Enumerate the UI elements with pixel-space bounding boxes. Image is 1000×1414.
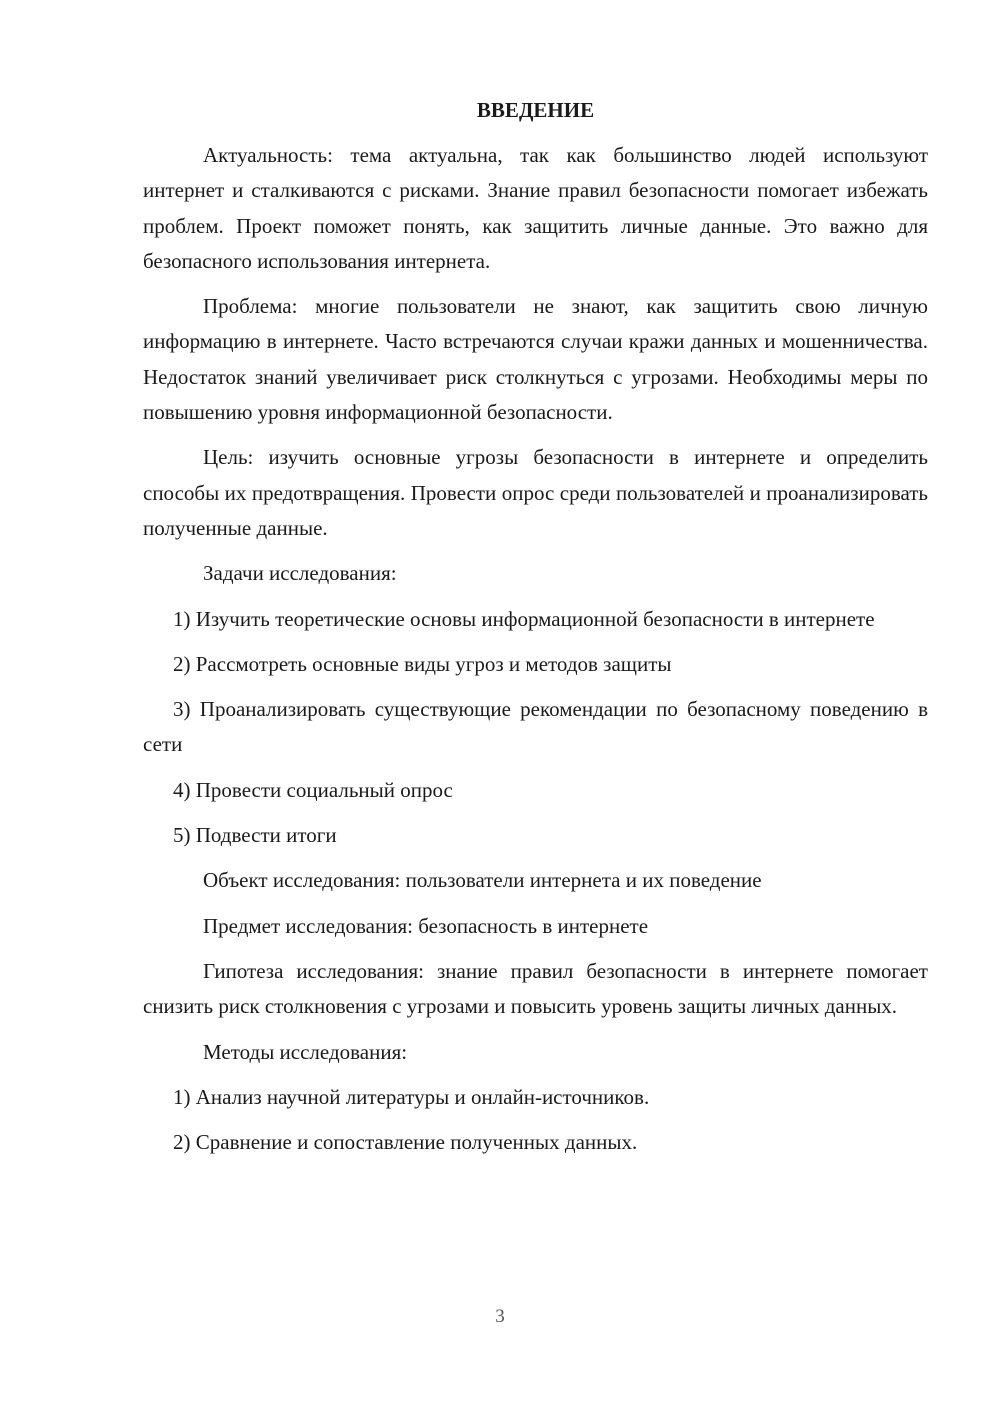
- task-item: 1) Изучить теоретические основы информационной безопасности в интернете: [173, 606, 875, 631]
- object-paragraph: Объект исследования: пользователи интернета и их поведение: [203, 868, 762, 893]
- page-content: [143, 93, 928, 1170]
- goal-paragraph: Цель: изучить основные угрозы безопасности в интернете и определить способы их предотвращения. Провести опрос среди пользователей и проанализировать полученные данные.: [143, 445, 928, 540]
- section-title: ВВЕДЕНИЕ: [476, 98, 595, 122]
- problem-paragraph: Проблема: многие пользователи не знают, как защитить свою личную информацию в интернете. Часто встречаются случаи кражи данных и мошенничества. Недостаток знаний увеличивает риск столкнуться с угрозами. Необходимы меры по повышению уровня информационной безопасности.: [143, 294, 928, 425]
- method-item: 2) Сравнение и сопоставление полученных данных.: [173, 1130, 638, 1155]
- task-item: 5) Подвести итоги: [173, 823, 337, 848]
- methods-heading: Методы исследования:: [203, 1039, 408, 1064]
- subject-paragraph: Предмет исследования: безопасность в интернете: [203, 913, 649, 938]
- method-item: 1) Анализ научной литературы и онлайн-источников.: [173, 1084, 650, 1109]
- hypothesis-paragraph: Гипотеза исследования: знание правил безопасности в интернете помогает снизить риск столкновения с угрозами и повысить уровень защиты личных данных.: [143, 958, 928, 1019]
- relevance-paragraph: Актуальность: тема актуальна, так как большинство людей используют интернет и сталкиваются с рисками. Знание правил безопасности помогает избежать проблем. Проект поможет понять, как защитить личные данные. Это важно для безопасного использования интернета.: [143, 143, 928, 273]
- task-item: 4) Провести социальный опрос: [173, 777, 453, 802]
- tasks-heading: Задачи исследования:: [203, 561, 397, 586]
- task-item: 2) Рассмотреть основные виды угроз и методов защиты: [173, 651, 672, 676]
- page-number: 3: [495, 1306, 505, 1327]
- task-item: 3) Проанализировать существующие рекомендации по безопасному поведению в сети: [143, 697, 928, 757]
